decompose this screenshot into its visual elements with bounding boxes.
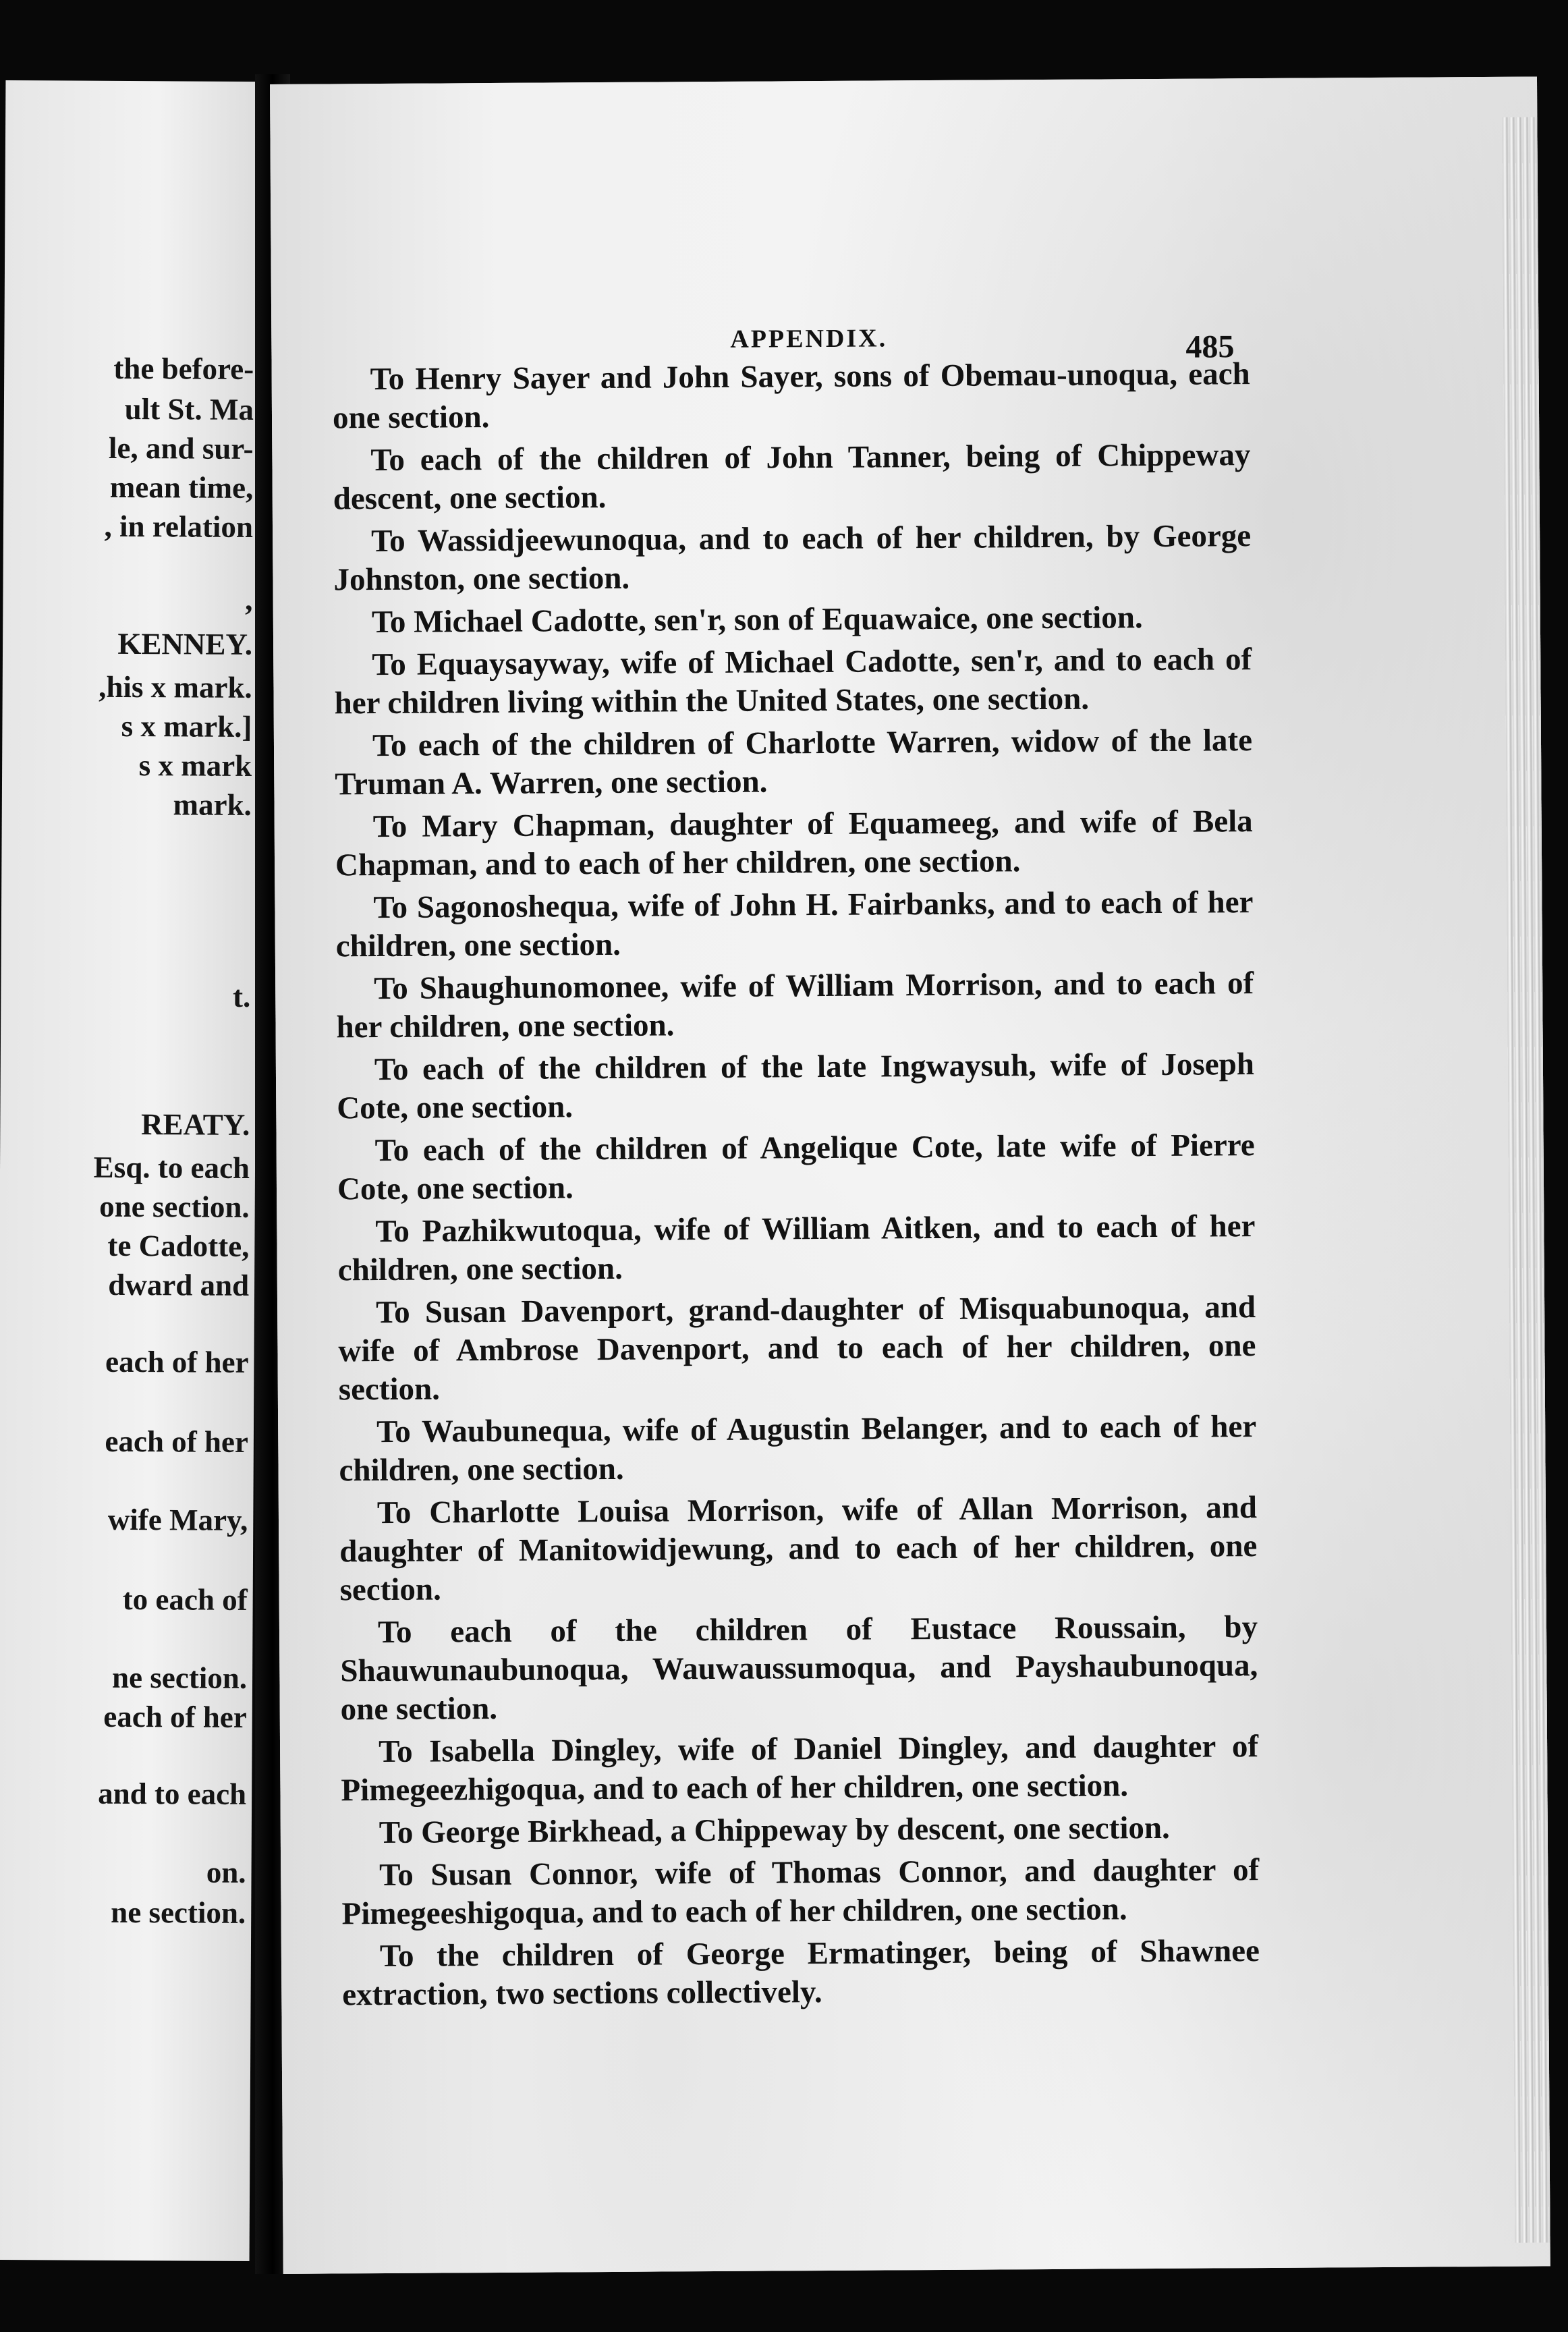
grant-entry: To Sagonoshequa, wife of John H. Fairbanks, and to each of her children, one section. — [335, 885, 1254, 964]
treaty-text — [333, 355, 1260, 2018]
left-page-line: dward and — [108, 1267, 250, 1302]
left-page-line: to each of — [122, 1582, 248, 1617]
grant-entry: To each of the children of the late Ingwaysuh, wife of Joseph Cote, one section. — [337, 1047, 1255, 1126]
left-page-line: ,his x mark. — [99, 669, 252, 704]
left-page-line: te Cadotte, — [107, 1228, 250, 1263]
grant-entry: To each of the children of Angelique Cote, late wife of Pierre Cote, one section. — [337, 1128, 1255, 1207]
left-page-line: the before- — [113, 351, 254, 386]
left-facing-page — [0, 80, 260, 2261]
grant-entry: To Mary Chapman, daughter of Equameeg, and wife of Bela Chapman, and to each of her children, one section. — [335, 804, 1253, 883]
left-page-line: and to each — [98, 1776, 247, 1811]
grant-entry: To each of the children of John Tanner, being of Chippeway descent, one section. — [333, 437, 1251, 517]
page-485 — [270, 77, 1550, 2274]
left-page-line: ult St. Ma — [124, 391, 254, 426]
running-head: APPENDIX. — [730, 324, 888, 354]
left-page-line: mark. — [173, 787, 252, 822]
left-page-line: Esq. to each — [93, 1150, 250, 1185]
left-page-line: ne section. — [111, 1660, 248, 1695]
grant-entry: To Shaughunomonee, wife of William Morrison, and to each of her children, one section. — [336, 966, 1254, 1045]
left-page-line: each of her — [105, 1344, 249, 1379]
grant-entry: To Pazhikwutoqua, wife of William Aitken, and to each of her children, one section. — [337, 1209, 1256, 1288]
page-number: 485 — [1185, 329, 1235, 365]
grant-entry: To each of the children of Eustace Roussain, by Shauwunaubunoqua, Wauwaussumoqua, and Payshaubunoqua, one section. — [340, 1609, 1258, 1727]
left-page-line: KENNEY. — [117, 626, 253, 661]
left-page-line: mean time, — [109, 470, 254, 505]
grant-entry: To Michael Cadotte, sen'r, son of Equawaice, one section. — [371, 600, 1143, 640]
grant-entry: To Waubunequa, wife of Augustin Belanger, and to each of her children, one section. — [339, 1409, 1257, 1489]
left-page-line: each of her — [105, 1424, 249, 1459]
grant-entry: To the children of George Ermatinger, being of Shawnee extraction, two sections collectively. — [342, 1933, 1260, 2013]
grant-entry: To Isabella Dingley, wife of Daniel Dingley, and daughter of Pimegeezhigoqua, and to each of her children, one section. — [341, 1729, 1259, 1808]
grant-entry: To Equaysayway, wife of Michael Cadotte, sen'r, and to each of her children living within the United States, one section. — [334, 642, 1252, 721]
left-page-line: le, and sur- — [108, 431, 254, 466]
left-page-line: each of her — [103, 1699, 247, 1734]
left-page-line: s x mark — [138, 748, 252, 783]
left-page-line: , — [245, 582, 253, 617]
grant-entry: To Charlotte Louisa Morrison, wife of Allan Morrison, and daughter of Manitowidjewung, and to each of her children, one section. — [339, 1490, 1258, 1608]
left-page-line: on. — [206, 1855, 246, 1889]
grant-entry: To each of the children of Charlotte Warren, widow of the late Truman A. Warren, one section. — [335, 723, 1253, 802]
grant-entry: To Susan Davenport, grand-daughter of Misquabunoqua, and wife of Ambrose Davenport, and to each of her children, one section. — [338, 1289, 1256, 1408]
left-page-line: one section. — [99, 1189, 250, 1224]
left-page-line: t. — [232, 979, 251, 1014]
grant-entry: To Susan Connor, wife of Thomas Connor, and daughter of Pimegeeshigoqua, and to each of her children, one section. — [341, 1852, 1260, 1932]
grant-entry: To Henry Sayer and John Sayer, sons of Obemau-unoqua, each one section. — [332, 356, 1250, 436]
grant-entry: To Wassidjeewunoqua, and to each of her children, by George Johnston, one section. — [333, 518, 1252, 598]
left-page-line: , in relation — [104, 509, 254, 544]
left-page-line: REATY. — [140, 1107, 250, 1142]
grant-entry: To George Birkhead, a Chippeway by descent, one section. — [379, 1810, 1170, 1851]
left-page-line: ne section. — [111, 1895, 246, 1930]
left-page-line: s x mark.] — [121, 709, 252, 744]
page-edge — [1502, 117, 1550, 2243]
left-page-line: wife Mary, — [107, 1502, 248, 1537]
